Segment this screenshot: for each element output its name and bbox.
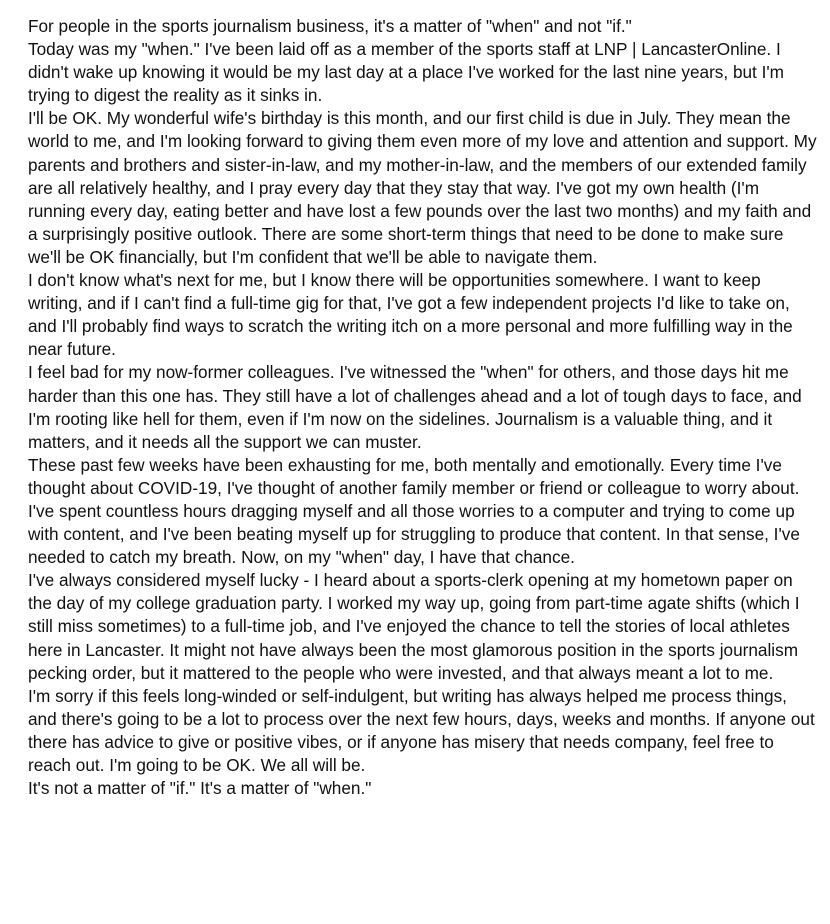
paragraph-2: Today was my "when." I've been laid off as a member of the sports staff at LNP | LancasterOnline. I didn't wake up knowing it would be my last day at a place I've worked for the last nine years, but I'm trying to digest the reality as it sinks in. xyxy=(28,39,784,106)
paragraph-7: I've always considered myself lucky - I heard about a sports-clerk opening at my hometown paper on the day of my college graduation party. I worked my way up, going from part-time agate shifts (which I still miss sometimes) to a full-time job, and I've enjoyed the chance to tell the stories of local athletes here in Lancaster. It might not have always been the most glamorous position in the sports journalism pecking order, but it mattered to the people who were invested, and that always meant a lot to me. xyxy=(28,570,800,683)
paragraph-4: I don't know what's next for me, but I know there will be opportunities somewhere. I want to keep writing, and if I can't find a full-time gig for that, I've got a few independent projects I'd like to take on, and I'll probably find ways to scratch the writing itch on a more personal and more fulfilling way in the near future. xyxy=(28,270,793,360)
paragraph-8: I'm sorry if this feels long-winded or self-indulgent, but writing has always helped me process things, and there's going to be a lot to process over the next few hours, days, weeks and months. If anyone out there has advice to give or positive vibes, or if anyone has misery that needs company, feel free to reach out. I'm going to be OK. We all will be. xyxy=(28,685,815,775)
paragraph-9: It's not a matter of "if." It's a matter of "when." xyxy=(28,778,372,799)
document-body xyxy=(28,15,818,800)
paragraph-5: I feel bad for my now-former colleagues. I've witnessed the "when" for others, and those days hit me harder than this one has. They still have a lot of challenges ahead and a lot of tough days to face, and I'm rooting like hell for them, even if I'm now on the sidelines. Journalism is a valuable thing, and it matters, and it needs all the support we can muster. xyxy=(28,362,802,452)
paragraph-1: For people in the sports journalism business, it's a matter of "when" and not "if." xyxy=(28,16,632,36)
paragraph-6: These past few weeks have been exhausting for me, both mentally and emotionally. Every time I've thought about COVID-19, I've thought of another family member or friend or colleague to worry about. I've spent countless hours dragging myself and all those worries to a computer and trying to come up with content, and I've been beating myself up for struggling to produce that content. In that sense, I've needed to catch my breath. Now, on my "when" day, I have that chance. xyxy=(28,454,800,568)
paragraph-3: I'll be OK. My wonderful wife's birthday is this month, and our first child is due in July. They mean the world to me, and I'm looking forward to giving them even more of my love and attention and support. My parents and brothers and sister-in-law, and my mother-in-law, and the members of our extended family are all relatively healthy, and I pray every day that they stay that way. I've got my own health (I'm running every day, eating better and have lost a few pounds over the last two months) and my faith and a surprisingly positive outlook. There are some short-term things that need to be done to make sure we'll be OK financially, but I'm confident that we'll be able to navigate them. xyxy=(28,108,817,267)
